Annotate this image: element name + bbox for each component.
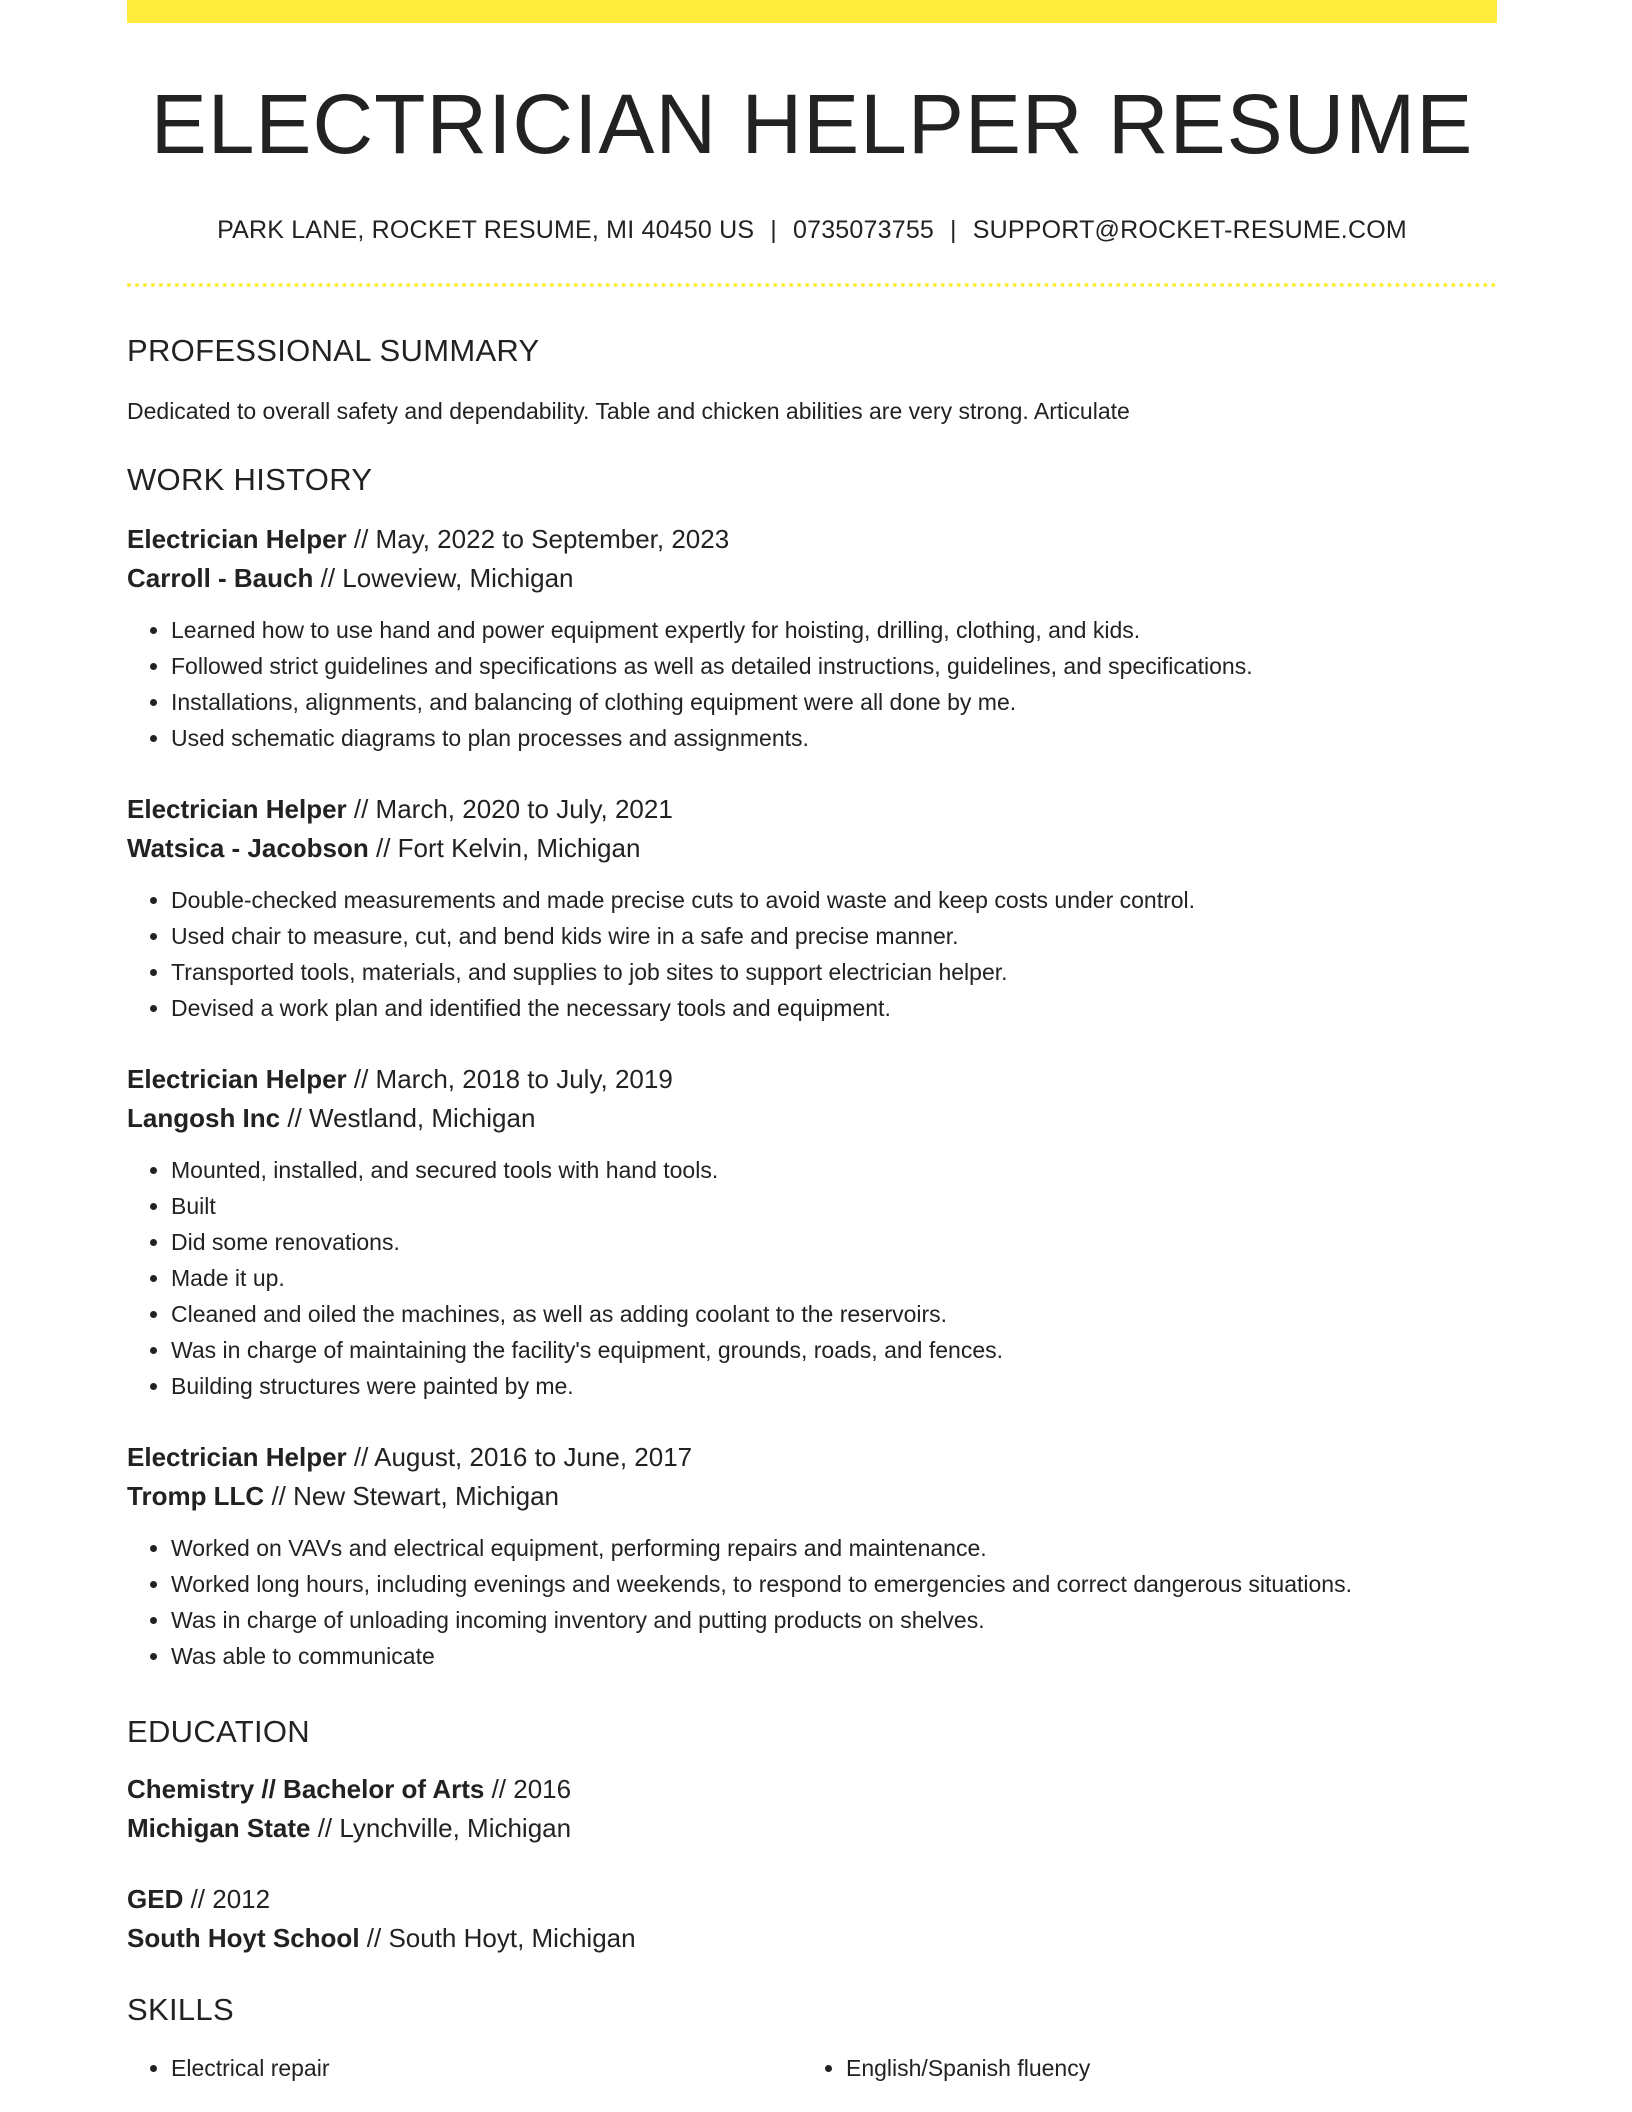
job-dates: // March, 2018 to July, 2019 [346,1063,673,1094]
list-item: • Transported tools, materials, and supplies to job sites to support electrician helper. [171,954,1497,990]
list-item: • Installations, alignments, and balancing of clothing equipment were all done by me. [171,684,1497,720]
list-item: • Double-checked measurements and made precise cuts to avoid waste and keep costs under control. [171,882,1497,918]
list-item: • Devised a work plan and identified the necessary tools and equipment. [171,990,1497,1026]
job-bullets [127,1530,1497,1674]
education-year: // 2016 [484,1773,572,1804]
education-entry [127,1770,1497,1848]
job-dates: // May, 2022 to September, 2023 [346,523,730,554]
summary-heading: PROFESSIONAL SUMMARY [127,333,540,369]
education-degree: Chemistry // Bachelor of Arts [127,1773,485,1804]
skills-column-left [127,2050,802,2086]
education-degree-line [127,1770,1497,1809]
header-divider [127,283,1497,287]
job-bullets [127,612,1497,756]
job-entry [127,520,1497,756]
contact-phone: 0735073755 [793,216,935,245]
resume-title: ELECTRICIAN HELPER RESUME [150,77,1474,171]
skills-list [127,2050,1497,2086]
job-company: Carroll - Bauch [127,562,314,593]
job-role: Electrician Helper [127,793,347,824]
job-dates: // March, 2020 to July, 2021 [346,793,673,824]
education-entry [127,1880,1497,1958]
resume-page [127,0,1497,2086]
job-bullets [127,882,1497,1026]
list-item: • Worked long hours, including evenings and weekends, to respond to emergencies and correct dangerous situations. [171,1566,1497,1602]
job-role-line [127,790,1497,829]
list-item: • Made it up. [171,1260,1497,1296]
job-role: Electrician Helper [127,1063,347,1094]
job-location: // Fort Kelvin, Michigan [368,832,641,863]
job-location: // Loweview, Michigan [313,562,574,593]
list-item: • Learned how to use hand and power equipment expertly for hoisting, drilling, clothing, and kids. [171,612,1497,648]
list-item: • Did some renovations. [171,1224,1497,1260]
education-school: Michigan State [127,1812,311,1843]
job-company-line [127,829,1497,868]
list-item: • Followed strict guidelines and specifications as well as detailed instructions, guidelines, and specifications. [171,648,1497,684]
skills-heading: SKILLS [127,1991,234,2027]
job-role: Electrician Helper [127,1441,347,1472]
job-role-line [127,1438,1497,1477]
job-dates: // August, 2016 to June, 2017 [346,1441,693,1472]
list-item: • Worked on VAVs and electrical equipment, performing repairs and maintenance. [171,1530,1497,1566]
job-location: // Westland, Michigan [280,1102,536,1133]
list-item: • Was in charge of unloading incoming inventory and putting products on shelves. [171,1602,1497,1638]
job-company: Watsica - Jacobson [127,832,369,863]
work-history-heading: WORK HISTORY [127,461,373,497]
education-school-line [127,1809,1497,1848]
education-degree: GED [127,1883,184,1914]
skills-column-right [802,2050,1477,2086]
contact-separator: | [950,216,957,245]
job-company-line [127,1099,1497,1138]
job-role-line [127,1060,1497,1099]
list-item: • Used chair to measure, cut, and bend kids wire in a safe and precise manner. [171,918,1497,954]
education-location: // South Hoyt, Michigan [359,1922,636,1953]
list-item: • Cleaned and oiled the machines, as well as adding coolant to the reservoirs. [171,1296,1497,1332]
contact-line [127,216,1497,245]
list-item: • Electrical repair [171,2050,802,2086]
summary-text: Dedicated to overall safety and dependability. Table and chicken abilities are very strong. Articulate [127,398,1130,425]
job-company: Langosh Inc [127,1102,281,1133]
education-degree-line [127,1880,1497,1919]
job-company: Tromp LLC [127,1480,265,1511]
list-item: • Used schematic diagrams to plan processes and assignments. [171,720,1497,756]
job-role: Electrician Helper [127,523,347,554]
education-school: South Hoyt School [127,1922,360,1953]
job-entry [127,1438,1497,1674]
education-year: // 2012 [183,1883,271,1914]
contact-email: SUPPORT@ROCKET-RESUME.COM [972,216,1407,245]
job-company-line [127,559,1497,598]
education-school-line [127,1919,1497,1958]
job-entry [127,790,1497,1026]
list-item: • English/Spanish fluency [846,2050,1477,2086]
list-item: • Mounted, installed, and secured tools with hand tools. [171,1152,1497,1188]
education-location: // Lynchville, Michigan [310,1812,572,1843]
list-item: • Built [171,1188,1497,1224]
job-location: // New Stewart, Michigan [264,1480,559,1511]
contact-address: PARK LANE, ROCKET RESUME, MI 40450 US [217,216,755,245]
contact-separator: | [770,216,777,245]
list-item: • Was in charge of maintaining the facility's equipment, grounds, roads, and fences. [171,1332,1497,1368]
job-company-line [127,1477,1497,1516]
list-item: • Was able to communicate [171,1638,1497,1674]
education-heading: EDUCATION [127,1713,310,1749]
job-entry [127,1060,1497,1404]
job-bullets [127,1152,1497,1404]
list-item: • Building structures were painted by me. [171,1368,1497,1404]
job-role-line [127,520,1497,559]
